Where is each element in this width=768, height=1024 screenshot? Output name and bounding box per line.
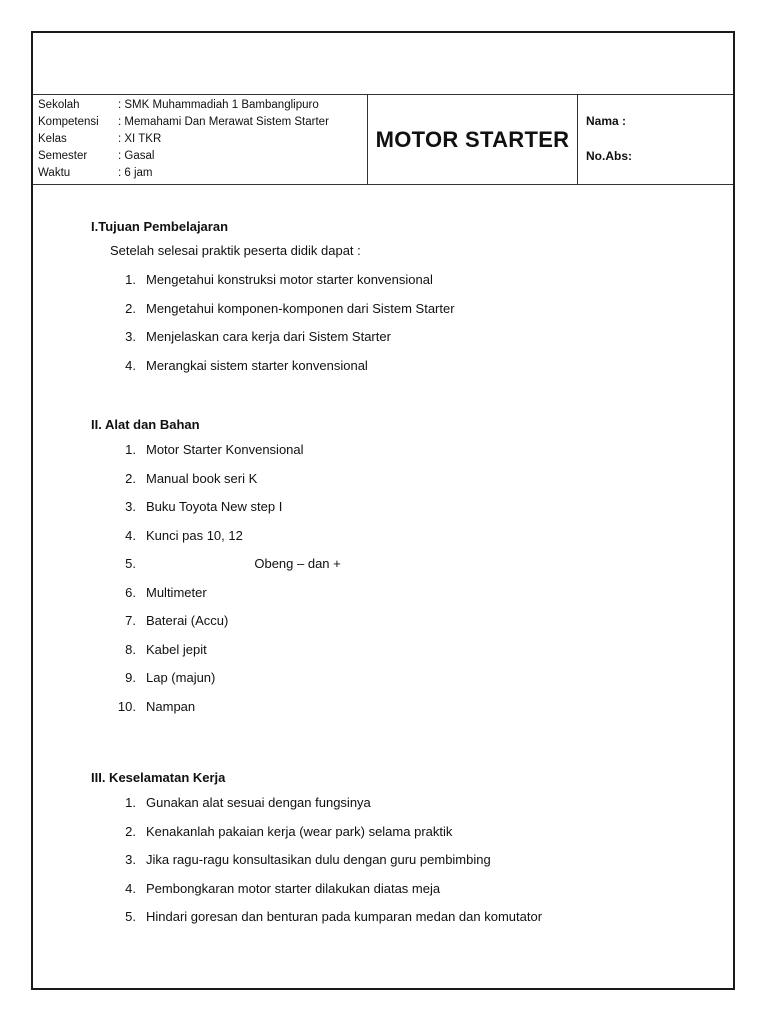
item-text: Pembongkaran motor starter dilakukan diatas meja: [146, 880, 441, 896]
list-item: [91, 550, 711, 579]
item-number: 1.: [125, 442, 136, 457]
item-number: 4.: [125, 527, 136, 543]
list-item: [91, 818, 711, 847]
item-number: 1.: [125, 795, 136, 810]
list-item: [91, 352, 711, 381]
info-row-kelas: [38, 131, 367, 148]
list-item: [91, 693, 711, 722]
item-text: Jika ragu-ragu konsultasikan dulu dengan guru pembimbing: [146, 852, 491, 867]
item-number: 3.: [125, 329, 136, 344]
item-text: Obeng – dan +: [146, 556, 341, 571]
info-label: Kompetensi: [38, 116, 99, 128]
info-row-semester: [38, 148, 367, 165]
item-text: Kunci pas 10, 12: [146, 527, 243, 543]
item-text: Mengetahui komponen-komponen dari Sistem Starter: [146, 300, 455, 316]
list-item: [91, 664, 711, 693]
section-title: II. Alat dan Bahan: [91, 417, 200, 432]
item-number: 3.: [125, 852, 136, 867]
title-cell: [368, 95, 578, 184]
item-number: 9.: [125, 670, 136, 685]
document-title: MOTOR STARTER: [375, 126, 570, 152]
list-item: [91, 323, 711, 352]
list-item: [91, 903, 711, 932]
item-text: Motor Starter Konvensional: [146, 442, 304, 457]
item-text: Mengetahui konstruksi motor starter konvensional: [146, 272, 433, 287]
item-number: 5.: [125, 556, 136, 571]
section-intro: Setelah selesai praktik peserta didik dapat :: [110, 243, 361, 258]
list-item: [91, 436, 711, 465]
school-info-cell: [33, 95, 368, 184]
item-number: 5.: [125, 909, 136, 924]
list-item: [91, 522, 711, 551]
item-number: 2.: [125, 823, 136, 839]
info-row-kompetensi: [38, 114, 367, 131]
item-text: Lap (majun): [146, 670, 216, 685]
list-item: [91, 875, 711, 904]
list-item: [91, 465, 711, 494]
item-text: Kenakanlah pakaian kerja (wear park) selama praktik: [146, 823, 453, 839]
section-alat-bahan: [91, 414, 711, 721]
info-label: Semester: [38, 150, 88, 162]
item-text: Merangkai sistem starter konvensional: [146, 357, 368, 373]
item-text: Multimeter: [146, 584, 207, 600]
section-title: I.Tujuan Pembelajaran: [91, 219, 229, 234]
info-value: : Gasal: [118, 150, 155, 162]
item-number: 2.: [125, 300, 136, 316]
header-table: [33, 94, 733, 185]
info-label: Kelas: [38, 133, 67, 145]
item-number: 1.: [125, 272, 136, 287]
item-text: Nampan: [146, 698, 196, 714]
item-text: Buku Toyota New step I: [146, 499, 283, 514]
item-text: Hindari goresan dan benturan pada kumparan medan dan komutator: [146, 909, 543, 924]
item-text: Kabel jepit: [146, 641, 207, 657]
item-number: 4.: [125, 880, 136, 896]
item-number: 4.: [125, 357, 136, 373]
item-text: Manual book seri K: [146, 470, 258, 486]
item-number: 8.: [125, 641, 136, 657]
list-item: [91, 789, 711, 818]
item-text: Menjelaskan cara kerja dari Sistem Starter: [146, 329, 391, 344]
list-item: [91, 579, 711, 608]
list-item: [91, 493, 711, 522]
noabs-label: No.Abs:: [586, 149, 632, 163]
section-title: III. Keselamatan Kerja: [91, 770, 226, 785]
list-item: [91, 295, 711, 324]
student-cell: [578, 95, 733, 184]
info-label: Sekolah: [38, 99, 80, 111]
nama-label: Nama :: [586, 114, 627, 128]
item-number: 10.: [117, 698, 136, 714]
info-label: Waktu: [38, 167, 71, 179]
info-value: : SMK Muhammadiah 1 Bambanglipuro: [118, 99, 319, 111]
info-row-sekolah: [38, 97, 367, 114]
list-item: [91, 266, 711, 295]
info-row-waktu: [38, 165, 367, 182]
section-keselamatan-kerja: [91, 767, 711, 932]
list-item: [91, 846, 711, 875]
item-number: 6.: [125, 584, 136, 600]
info-value: : 6 jam: [118, 167, 153, 179]
item-text: Baterai (Accu): [146, 613, 229, 628]
section-tujuan: [91, 216, 711, 380]
info-value: : Memahami Dan Merawat Sistem Starter: [118, 116, 329, 128]
item-number: 7.: [125, 613, 136, 628]
item-text: Gunakan alat sesuai dengan fungsinya: [146, 795, 371, 810]
item-number: 2.: [125, 470, 136, 486]
info-value: : XI TKR: [118, 133, 162, 145]
list-item: [91, 607, 711, 636]
document-page: [31, 31, 735, 990]
item-number: 3.: [125, 499, 136, 514]
list-item: [91, 636, 711, 665]
